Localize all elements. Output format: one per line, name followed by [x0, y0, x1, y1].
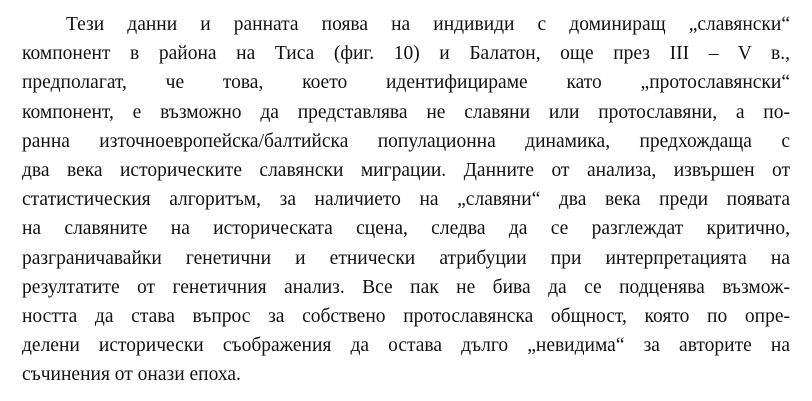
paragraph-line: ността да става въпрос за собствено протославянска общност, която по опре- — [22, 306, 790, 328]
paragraph-line: два века историческите славянски миграции. Данните от анализа, извършен от — [22, 160, 790, 182]
paragraph-line: делени исторически съображения да остава дълго „невидима“ за авторите на — [22, 335, 790, 357]
paragraph-line: разграничавайки генетични и етнически атрибуции при интерпретацията на — [22, 247, 790, 269]
paragraph-line: на славяните на историческата сцена, следва да се разглеждат критично, — [22, 218, 790, 240]
paragraph-line: ранна източноевропейска/балтийска популационна динамика, предхождаща с — [22, 130, 790, 152]
paragraph-line: компонент, е възможно да представлява не славяни или протославяни, а по- — [22, 101, 790, 123]
paragraph-line: Тези данни и ранната поява на индивиди с доминиращ „славянски“ — [66, 14, 790, 35]
body-paragraph — [22, 10, 790, 390]
paragraph-line: предполагат, че това, което идентифицираме като „протославянски“ — [22, 72, 790, 94]
paragraph-line: резултатите от генетичния анализ. Все пак не бива да се подценява възмож- — [22, 276, 790, 298]
paragraph-line: компонент в района на Тиса (фиг. 10) и Балатон, още през III – V в., — [22, 43, 790, 65]
paragraph-line: съчинения от онази епоха. — [22, 364, 241, 386]
paragraph-line: статистическия алгоритъм, за наличието на „славяни“ два века преди появата — [22, 189, 790, 211]
document-page — [22, 10, 790, 390]
